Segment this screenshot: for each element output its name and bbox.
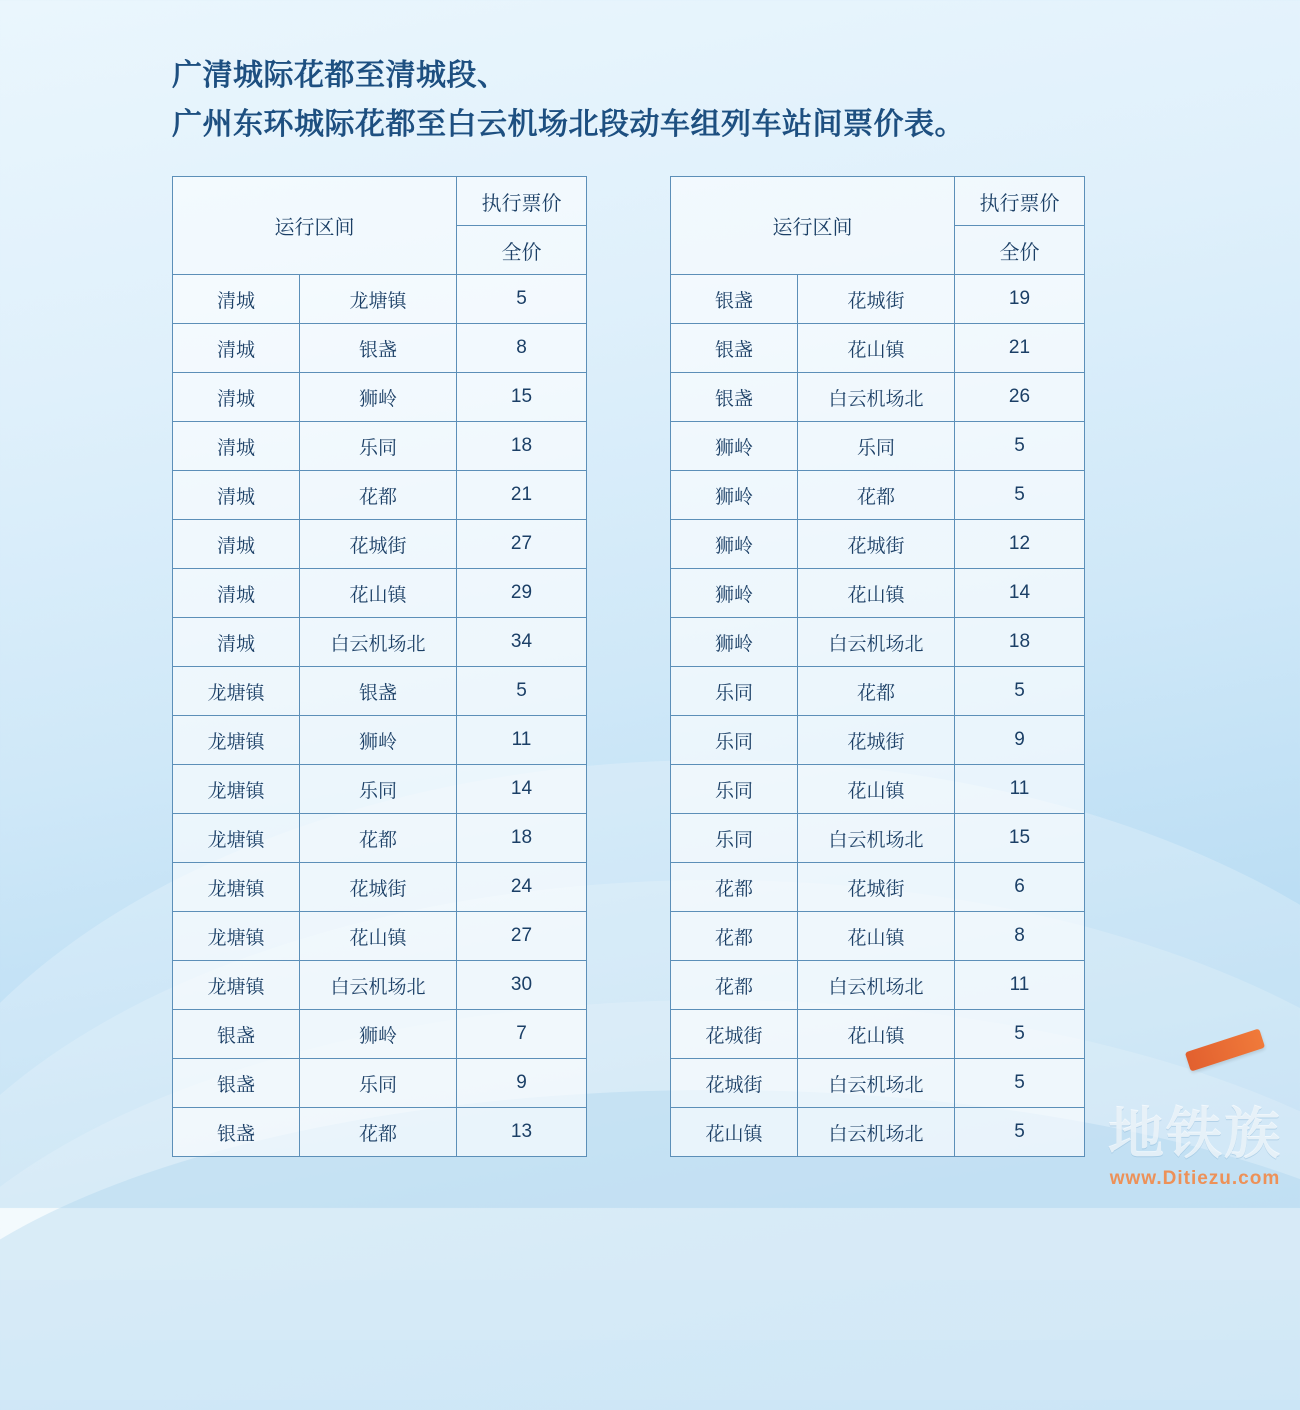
watermark-url: www.Ditiezu.com	[1109, 1168, 1281, 1189]
table-row	[173, 912, 587, 961]
table-row	[671, 863, 1085, 912]
table-row	[671, 1010, 1085, 1059]
fare-price: 18	[457, 814, 587, 863]
fare-price: 14	[457, 765, 587, 814]
station-to: 龙塘镇	[300, 275, 457, 324]
table-row	[671, 520, 1085, 569]
station-from: 花城街	[671, 1010, 798, 1059]
fare-price: 29	[457, 569, 587, 618]
station-to: 花城街	[798, 716, 955, 765]
fare-price: 8	[955, 912, 1085, 961]
table-row	[173, 618, 587, 667]
fare-price: 15	[457, 373, 587, 422]
table-row	[671, 569, 1085, 618]
fare-price: 27	[457, 520, 587, 569]
table-row	[173, 422, 587, 471]
station-from: 清城	[173, 569, 300, 618]
station-to: 花城街	[300, 520, 457, 569]
fare-price: 5	[955, 1010, 1085, 1059]
station-to: 狮岭	[300, 716, 457, 765]
table-row	[173, 373, 587, 422]
header-section-left: 运行区间	[173, 177, 457, 275]
station-from: 狮岭	[671, 618, 798, 667]
station-from: 龙塘镇	[173, 716, 300, 765]
table-row	[173, 471, 587, 520]
fare-price: 30	[457, 961, 587, 1010]
header-fare-left: 执行票价	[457, 177, 587, 226]
fare-price: 11	[955, 765, 1085, 814]
fare-table-right-body	[671, 275, 1085, 1157]
station-from: 花城街	[671, 1059, 798, 1108]
station-from: 狮岭	[671, 569, 798, 618]
fare-tables-container	[172, 176, 1072, 1157]
fare-price: 8	[457, 324, 587, 373]
table-row	[173, 569, 587, 618]
station-to: 银盏	[300, 324, 457, 373]
station-to: 花山镇	[798, 324, 955, 373]
station-from: 龙塘镇	[173, 814, 300, 863]
station-from: 龙塘镇	[173, 765, 300, 814]
fare-table-left	[172, 176, 587, 1157]
station-from: 清城	[173, 520, 300, 569]
station-to: 白云机场北	[798, 1059, 955, 1108]
station-from: 花都	[671, 912, 798, 961]
table-row	[671, 422, 1085, 471]
fare-price: 7	[457, 1010, 587, 1059]
station-from: 乐同	[671, 814, 798, 863]
page-title	[172, 52, 1172, 149]
station-from: 清城	[173, 324, 300, 373]
station-to: 白云机场北	[798, 1108, 955, 1157]
fare-price: 24	[457, 863, 587, 912]
station-to: 乐同	[798, 422, 955, 471]
table-row	[671, 1108, 1085, 1157]
table-row	[173, 324, 587, 373]
station-to: 白云机场北	[300, 618, 457, 667]
station-from: 银盏	[671, 373, 798, 422]
fare-price: 9	[955, 716, 1085, 765]
station-to: 花山镇	[798, 1010, 955, 1059]
station-to: 白云机场北	[798, 814, 955, 863]
fare-price: 5	[955, 471, 1085, 520]
table-row	[671, 912, 1085, 961]
fare-price: 19	[955, 275, 1085, 324]
table-row	[173, 1108, 587, 1157]
station-to: 狮岭	[300, 1010, 457, 1059]
fare-price: 15	[955, 814, 1085, 863]
station-from: 银盏	[173, 1059, 300, 1108]
station-to: 银盏	[300, 667, 457, 716]
station-from: 龙塘镇	[173, 667, 300, 716]
station-from: 银盏	[671, 275, 798, 324]
fare-price: 13	[457, 1108, 587, 1157]
page-title-line-1: 广清城际花都至清城段、	[172, 59, 508, 92]
fare-price: 14	[955, 569, 1085, 618]
station-to: 花城街	[798, 863, 955, 912]
station-from: 乐同	[671, 716, 798, 765]
table-row	[671, 961, 1085, 1010]
watermark-text: 地铁族	[1108, 1102, 1282, 1165]
station-from: 清城	[173, 422, 300, 471]
table-row	[671, 716, 1085, 765]
fare-price: 6	[955, 863, 1085, 912]
station-to: 花城街	[798, 275, 955, 324]
station-from: 清城	[173, 471, 300, 520]
station-from: 乐同	[671, 667, 798, 716]
header-fare-sub-left: 全价	[457, 226, 587, 275]
station-from: 龙塘镇	[173, 961, 300, 1010]
station-to: 乐同	[300, 1059, 457, 1108]
fare-price: 5	[457, 275, 587, 324]
station-from: 花山镇	[671, 1108, 798, 1157]
station-to: 花山镇	[300, 912, 457, 961]
fare-price: 27	[457, 912, 587, 961]
fare-price: 21	[457, 471, 587, 520]
station-from: 花都	[671, 863, 798, 912]
station-to: 花都	[300, 1108, 457, 1157]
table-row	[671, 471, 1085, 520]
fare-price: 34	[457, 618, 587, 667]
fare-table-right	[670, 176, 1085, 1157]
fare-price: 21	[955, 324, 1085, 373]
page-title-line-2: 广州东环城际花都至白云机场北段动车组列车站间票价表。	[172, 107, 965, 141]
station-to: 花山镇	[798, 912, 955, 961]
table-row	[671, 324, 1085, 373]
table-row	[671, 275, 1085, 324]
table-row	[671, 373, 1085, 422]
watermark	[1108, 1102, 1282, 1190]
station-from: 清城	[173, 275, 300, 324]
station-to: 花都	[300, 471, 457, 520]
table-row	[173, 716, 587, 765]
fare-price: 5	[955, 1108, 1085, 1157]
fare-price: 12	[955, 520, 1085, 569]
station-from: 乐同	[671, 765, 798, 814]
station-to: 白云机场北	[798, 373, 955, 422]
station-to: 花山镇	[798, 765, 955, 814]
station-to: 花都	[798, 667, 955, 716]
table-row	[173, 961, 587, 1010]
header-section-right: 运行区间	[671, 177, 955, 275]
table-row	[173, 765, 587, 814]
table-row	[173, 520, 587, 569]
station-to: 乐同	[300, 422, 457, 471]
table-row	[173, 863, 587, 912]
station-from: 龙塘镇	[173, 863, 300, 912]
table-row	[173, 1010, 587, 1059]
station-from: 银盏	[173, 1108, 300, 1157]
station-to: 花都	[300, 814, 457, 863]
station-from: 银盏	[173, 1010, 300, 1059]
station-to: 白云机场北	[798, 618, 955, 667]
table-row	[671, 667, 1085, 716]
station-to: 狮岭	[300, 373, 457, 422]
station-to: 白云机场北	[300, 961, 457, 1010]
table-row	[671, 1059, 1085, 1108]
table-row	[671, 814, 1085, 863]
station-from: 银盏	[671, 324, 798, 373]
fare-price: 5	[457, 667, 587, 716]
station-from: 清城	[173, 373, 300, 422]
station-to: 花山镇	[300, 569, 457, 618]
fare-price: 18	[955, 618, 1085, 667]
station-to: 花山镇	[798, 569, 955, 618]
fare-price: 5	[955, 667, 1085, 716]
table-row	[173, 1059, 587, 1108]
station-from: 花都	[671, 961, 798, 1010]
station-from: 狮岭	[671, 471, 798, 520]
station-to: 花城街	[798, 520, 955, 569]
station-to: 白云机场北	[798, 961, 955, 1010]
station-to: 乐同	[300, 765, 457, 814]
fare-price: 9	[457, 1059, 587, 1108]
fare-price: 26	[955, 373, 1085, 422]
table-row	[671, 765, 1085, 814]
station-from: 狮岭	[671, 422, 798, 471]
station-to: 花城街	[300, 863, 457, 912]
station-to: 花都	[798, 471, 955, 520]
fare-price: 5	[955, 1059, 1085, 1108]
fare-price: 11	[457, 716, 587, 765]
fare-price: 5	[955, 422, 1085, 471]
table-row	[671, 618, 1085, 667]
table-row	[173, 814, 587, 863]
station-from: 清城	[173, 618, 300, 667]
decorative-ribbon	[1185, 1028, 1265, 1071]
header-fare-right: 执行票价	[955, 177, 1085, 226]
table-row	[173, 667, 587, 716]
table-row	[173, 275, 587, 324]
fare-table-left-body	[173, 275, 587, 1157]
station-from: 龙塘镇	[173, 912, 300, 961]
station-from: 狮岭	[671, 520, 798, 569]
fare-price: 11	[955, 961, 1085, 1010]
fare-price: 18	[457, 422, 587, 471]
header-fare-sub-right: 全价	[955, 226, 1085, 275]
